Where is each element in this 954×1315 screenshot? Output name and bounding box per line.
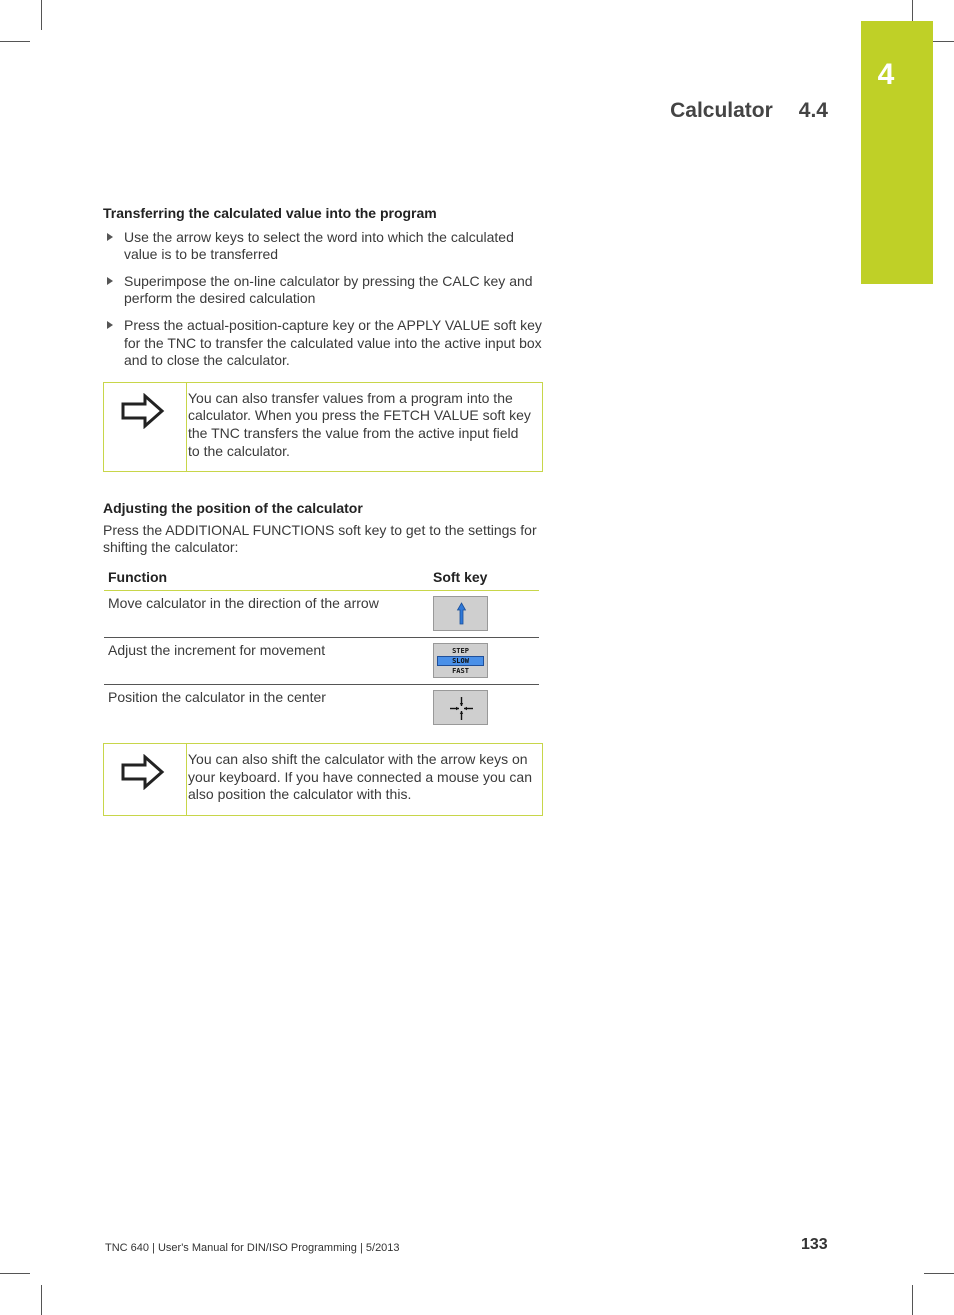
step-text: Use the arrow keys to select the word into which the calculated value is to be transferred [124,228,514,263]
arrow-right-icon [121,393,165,429]
softkey-cell [429,590,539,637]
softkey-cell [429,684,539,731]
section-heading: Adjusting the position of the calculator [103,500,363,517]
running-header [670,99,828,123]
note-text: You can also transfer values from a program into the calculator. When you press the FETCH VALUE soft key the TNC transfers the value from the active input field to the calculator. [186,383,542,471]
function-cell: Move calculator in the direction of the arrow [104,590,429,637]
column-header-function: Function [104,565,429,590]
softkey-table [104,565,539,731]
table-row [104,684,539,731]
bullet-triangle-icon [107,233,113,241]
up-arrow-softkey [433,596,488,631]
footer-text: TNC 640 | User's Manual for DIN/ISO Programming | 5/2013 [105,1242,400,1254]
note-box [103,382,543,472]
list-item [103,273,543,308]
step-slow-fast-softkey [433,643,488,678]
section-intro: Press the ADDITIONAL FUNCTIONS soft key to get to the settings for shifting the calculator: [103,521,537,556]
column-header-softkey: Soft key [429,565,539,590]
note-text: You can also shift the calculator with the arrow keys on your keyboard. If you have connected a mouse you can also position the calculator with this. [186,744,542,815]
section-heading: Transferring the calculated value into the program [103,205,437,221]
softkey-option-fast: FAST [452,666,469,675]
step-text: Press the actual-position-capture key or the APPLY VALUE soft key for the TNC to transfer the calculated value into the active input box and to close the calculator. [124,316,542,369]
softkey-option-step: STEP [452,646,469,655]
crop-mark [924,1273,954,1274]
crop-mark [41,0,42,30]
step-text: Superimpose the on-line calculator by pressing the CALC key and perform the desired calculation [124,272,533,307]
table-row [104,590,539,637]
main-content [103,205,543,816]
softkey-cell [429,637,539,684]
note-icon-cell [104,744,186,815]
step-slow-fast-icon [434,646,487,676]
softkey-option-slow: SLOW [437,656,484,666]
bullet-triangle-icon [107,277,113,285]
arrow-right-icon [121,754,165,790]
note-box [103,743,543,816]
function-cell: Position the calculator in the center [108,688,326,705]
list-item [103,317,543,370]
table-row [104,637,539,684]
up-arrow-icon [434,597,489,632]
chapter-number: 4 [877,58,895,91]
crop-mark [0,1273,30,1274]
list-item [103,229,543,264]
function-cell: Adjust the increment for movement [104,637,429,684]
header-title: Calculator [670,99,773,122]
center-crosshair-icon [434,691,489,726]
crop-mark [912,1285,913,1315]
crop-mark [41,1285,42,1315]
crop-mark [0,41,30,42]
header-section-number: 4.4 [798,99,828,122]
note-icon-cell [104,383,186,471]
bullet-triangle-icon [107,321,113,329]
center-softkey [433,690,488,725]
page-number: 133 [801,1236,828,1253]
